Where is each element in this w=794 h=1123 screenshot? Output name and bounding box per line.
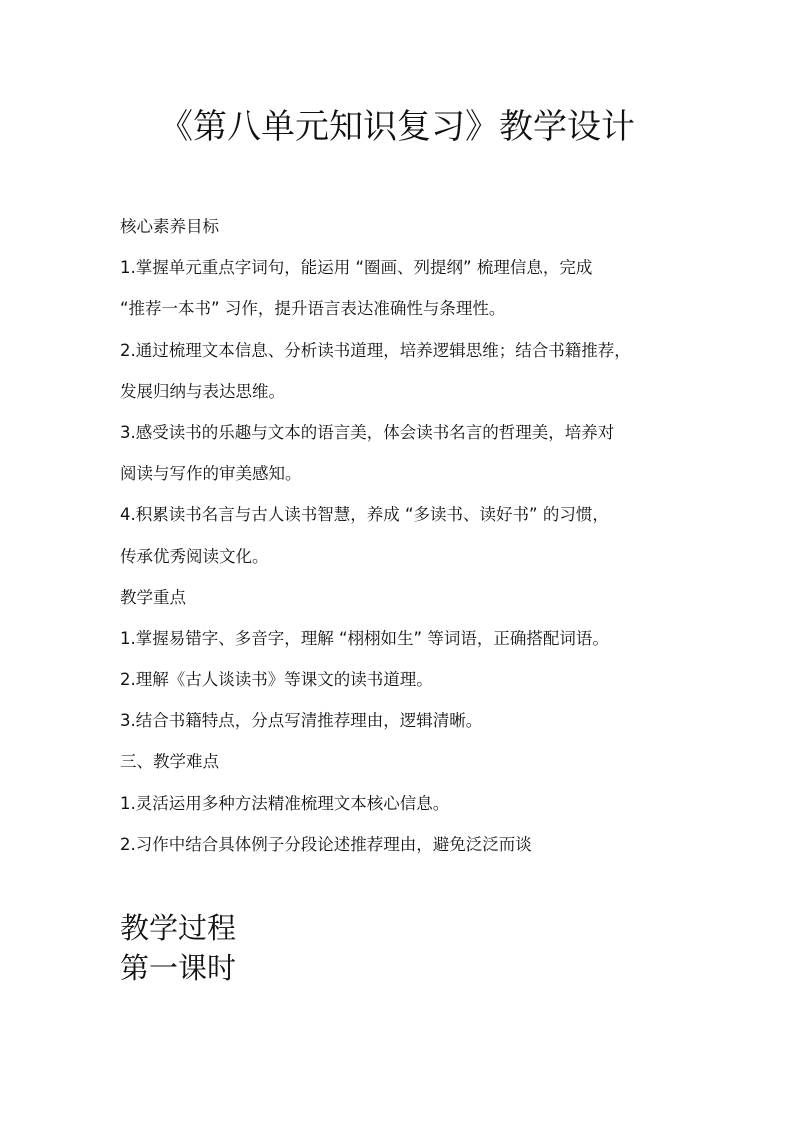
document-body — [120, 206, 690, 865]
paragraph-line: 3.结合书籍特点，分点写清推荐理由，逻辑清晰。 — [120, 711, 483, 731]
paragraph-line: 2.习作中结合具体例子分段论述推荐理由，避免泛泛而谈 — [120, 834, 532, 854]
paragraph-line: 1.灵活运用多种方法精准梳理文本核心信息。 — [120, 793, 450, 813]
paragraph-line: 3.感受读书的乐趣与文本的语言美，体会读书名言的哲理美，培养对 — [120, 422, 615, 442]
heading-teaching-process: 教学过程 — [120, 911, 237, 945]
paragraph-line: 2.通过梳理文本信息、分析读书道理，培养逻辑思维；结合书籍推荐， — [120, 340, 631, 360]
document-title: 《第八单元知识复习》教学设计 — [159, 107, 635, 147]
paragraph-line: 2.理解《古人谈读书》等课文的读书道理。 — [120, 670, 433, 690]
section-heading-key-points: 教学重点 — [120, 587, 186, 607]
paragraph-line: “推荐一本书” 习作，提升语言表达准确性与条理性。 — [120, 299, 506, 319]
paragraph-line: 阅读与写作的审美感知。 — [120, 464, 302, 484]
paragraph-line: 4.积累读书名言与古人读书智慧，养成 “多读书、读好书” 的习惯， — [120, 505, 609, 525]
section-heading-goals: 核心素养目标 — [120, 217, 219, 236]
paragraph-line: 传承优秀阅读文化。 — [120, 546, 269, 566]
paragraph-line: 1.掌握单元重点字词句，能运用 “圈画、列提纲” 梳理信息，完成 — [120, 258, 593, 278]
paragraph-line: 1.掌握易错字、多音字，理解 “栩栩如生” 等词语，正确搭配词语。 — [120, 628, 609, 648]
section-heading-difficulties: 三、教学难点 — [120, 752, 219, 772]
paragraph-line: 发展归纳与表达思维。 — [120, 381, 285, 401]
heading-first-lesson: 第一课时 — [120, 951, 237, 985]
